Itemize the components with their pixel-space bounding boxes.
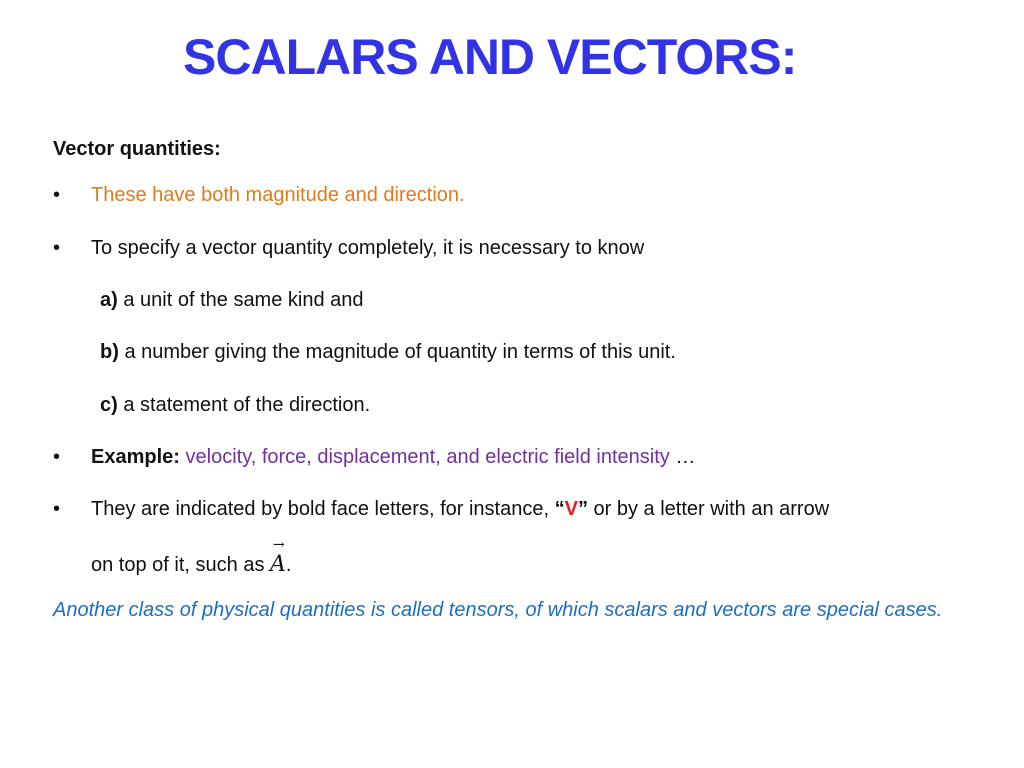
notation-text-pre: They are indicated by bold face letters, for instance, — [91, 498, 550, 520]
notation-line2-period: . — [285, 554, 292, 576]
sub-item-label: b) — [100, 341, 119, 363]
bullet-text — [91, 446, 695, 469]
sub-item-b — [100, 341, 676, 364]
sub-item-label: a) — [100, 289, 118, 311]
vector-arrow-icon: → — [273, 537, 285, 553]
bullet-text: They are indicated by bold face letters, for instance, “V” or by a letter with an arrow — [91, 498, 830, 520]
notation-text-post: or by a letter with an arrow — [593, 498, 830, 520]
vector-a-symbol — [270, 537, 286, 577]
section-heading: Vector quantities: — [53, 138, 221, 160]
notation-line-2 — [91, 537, 292, 577]
notation-line2-text: on top of it, such as — [91, 554, 265, 576]
bullet-icon: • — [53, 184, 61, 206]
example-label: Example: — [91, 446, 180, 468]
example-ellipsis: … — [675, 446, 696, 468]
sub-item-c — [100, 394, 370, 417]
bullet-icon: • — [53, 498, 61, 520]
slide-title: SCALARS AND VECTORS: — [183, 29, 797, 85]
example-list: velocity, force, displacement, and electric field intensity — [185, 446, 670, 468]
sub-item-text: a number giving the magnitude of quantity in terms of this unit. — [124, 341, 676, 363]
bullet-text: These have both magnitude and direction. — [91, 184, 465, 206]
bullet-icon: • — [53, 446, 61, 468]
bullet-text: To specify a vector quantity completely, it is necessary to know — [91, 237, 645, 259]
sub-item-text: a statement of the direction. — [123, 394, 371, 416]
vector-letter: A — [270, 552, 286, 577]
sub-item-a — [100, 289, 364, 312]
bold-vector-symbol: V — [564, 498, 578, 520]
sub-item-text: a unit of the same kind and — [123, 289, 364, 311]
sub-item-label: c) — [100, 394, 118, 416]
bullet-icon: • — [53, 237, 61, 259]
tensor-note: Another class of physical quantities is called tensors, of which scalars and vectors are special cases. — [53, 599, 943, 621]
